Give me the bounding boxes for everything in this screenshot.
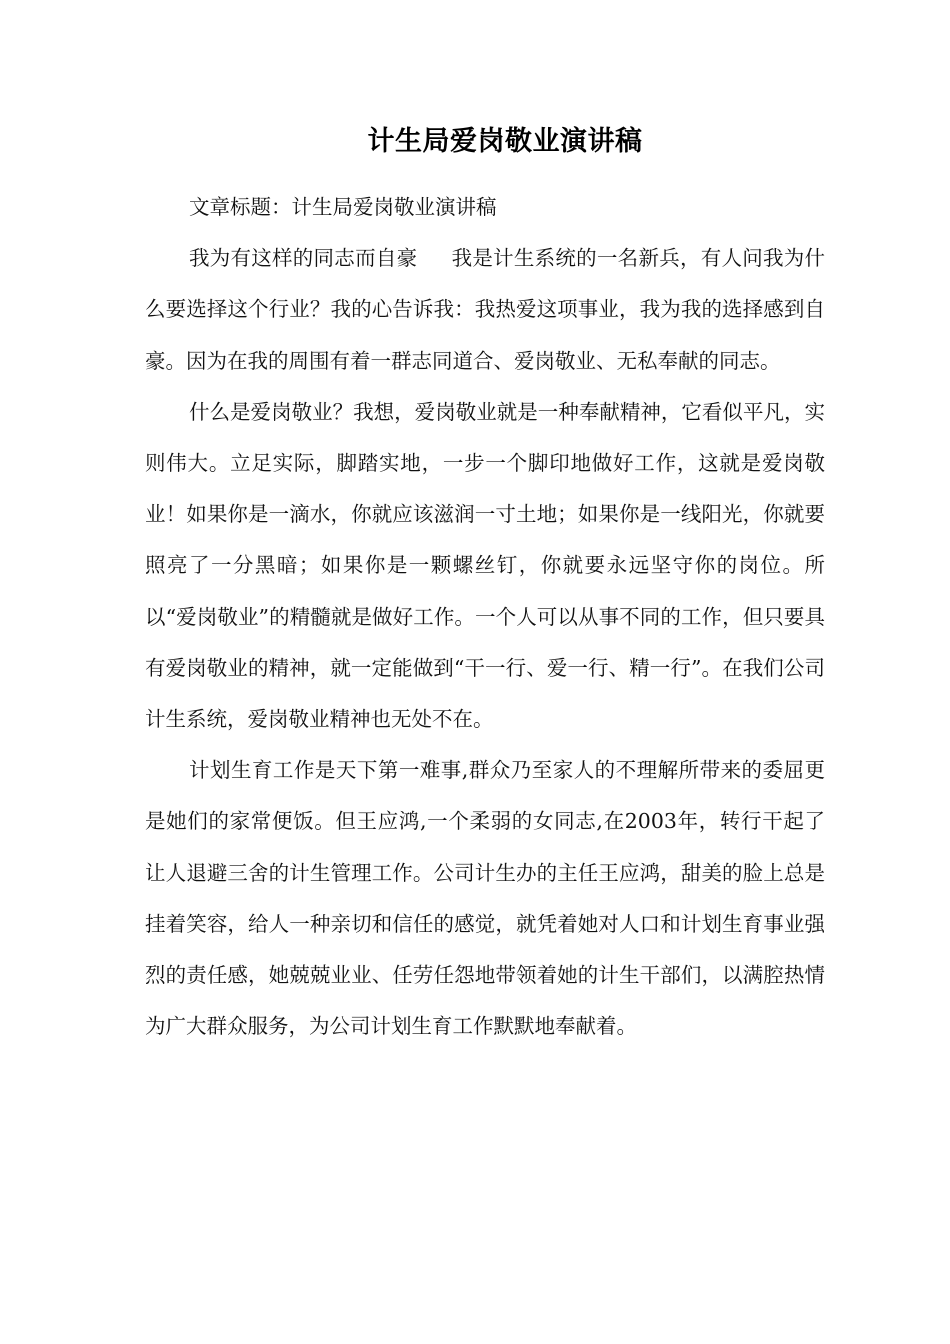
document-body	[145, 182, 825, 1052]
paragraph-intro	[145, 233, 825, 387]
document-title: 计生局爱岗敬业演讲稿	[367, 126, 643, 157]
paragraph-intro-text: 我是计生系统的一名新兵，有人问我为什么要选择这个行业？我的心告诉我：我热爱这项事业，我为我的选择感到自豪。因为在我的周围有着一群志同道合、爱岗敬业、无私奉献的同志。	[145, 246, 826, 373]
paragraph-dedication: 什么是爱岗敬业？我想，爱岗敬业就是一种奉献精神，它看似平凡，实则伟大。立足实际，脚踏实地，一步一个脚印地做好工作，这就是爱岗敬业！如果你是一滴水，你就应该滋润一寸土地；如果你是一线阳光，你就要照亮了一分黑暗；如果你是一颗螺丝钉，你就要永远坚守你的岗位。所以“爱岗敬业”的精髓就是做好工作。一个人可以从事不同的工作，但只要具有爱岗敬业的精神，就一定能做到“干一行、爱一行、精一行”。在我们公司计生系统，爱岗敬业精神也无处不在。	[145, 399, 825, 732]
paragraph-family-planning: 计划生育工作是天下第一难事,群众乃至家人的不理解所带来的委屈更是她们的家常便饭。但王应鸿,一个柔弱的女同志,在2003年，转行干起了让人退避三舍的计生管理工作。公司计生办的主任王应鸿，甜美的脸上总是挂着笑容，给人一种亲切和信任的感觉，就凭着她对人口和计划生育事业强烈的责任感，她兢兢业业、任劳任怨地带领着她的计生干部们，以满腔热情为广大群众服务，为公司计划生育工作默默地奉献着。	[145, 758, 825, 1039]
paragraph-intro-heading: 我为有这样的同志而自豪	[189, 246, 418, 271]
paragraph-article-title: 文章标题：计生局爱岗敬业演讲稿	[189, 195, 497, 219]
